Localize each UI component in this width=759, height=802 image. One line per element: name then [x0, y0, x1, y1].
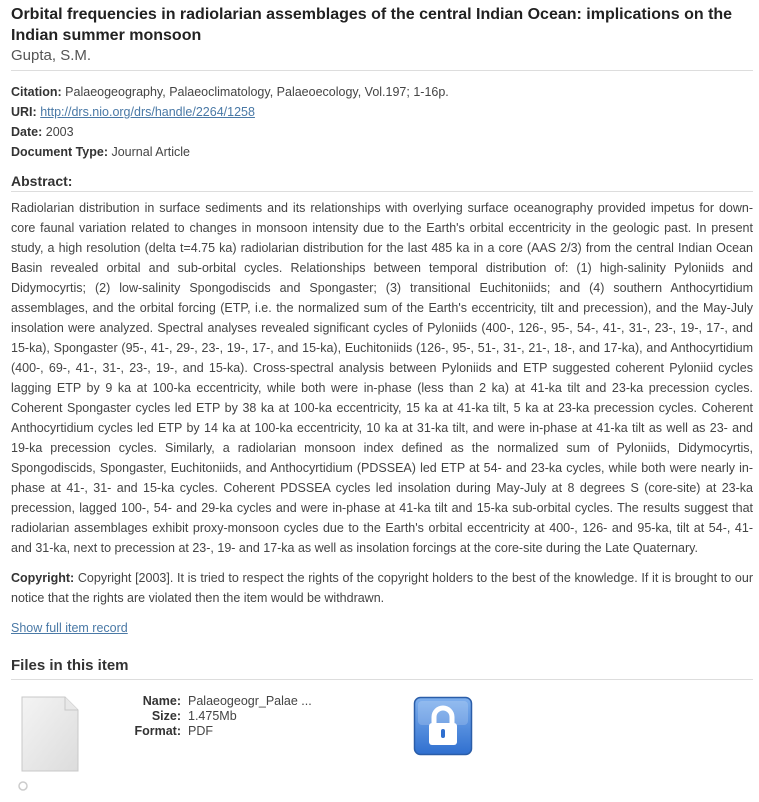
abstract-heading: Abstract:: [11, 172, 753, 192]
attachment-icon: [17, 780, 29, 792]
show-full-record: [11, 618, 753, 638]
copyright-label: Copyright:: [11, 571, 75, 585]
document-type-label: Document Type:: [11, 145, 108, 159]
date-value: 2003: [45, 125, 74, 139]
file-size-value: 1.475Mb: [188, 709, 237, 723]
item-author: Gupta, S.M.: [11, 46, 753, 71]
document-type-value: Journal Article: [111, 145, 190, 159]
citation-label: Citation:: [11, 85, 62, 99]
document-type-row: [11, 142, 753, 162]
file-size-label: Size:: [151, 709, 181, 723]
uri-label: URI:: [11, 105, 37, 119]
abstract-text: Radiolarian distribution in surface sediments and its relationships with overlying surface oceanography provided impetus for down-core faunal variation related to changes in monsoon intensity due to the Earth's orbital eccentricity in the geologic past. In present study, a high resolution (delta t=4.75 ka) radiolarian distribution for the last 485 ka in a core (AAS 2/3) from the central Indian Ocean Basin revealed orbital and sub-orbital cycles. Relationships between temporal distribution of: (1) high-salinity Pyloniids and Didymocyrtis; (2) low-salinity Spongodiscids and Spongaster; (3) transitional Euchitoniids; and (4) southern Anthocyrtidium assemblages, and the orbital forcing (ETP, i.e. the normalized sum of the Earth's eccentricity, tilt and precession), and the May-July insolation were analyzed. Spectral analyses revealed significant cycles of Pyloniids (400-, 126-, 95-, 54-, 41-, 31-, 23-, 19-, 17-, and 15-ka), Spongaster (95-, 41-, 29-, 23-, 19-, 17-, and 15-ka), Euchitoniids (126-, 95-, 51-, 31-, 21-, 18-, and 17-ka), and Anthocyrtidium (400-, 69-, 41-, 31-, 23-, 19-, and 15-ka). Cross-spectral analysis between Pyloniids and ETP suggested coherent Pyloniid cycles lagging ETP by 9 ka at 100-ka eccentricity, while both were in-phase (less than 2 ka) at 41-ka tilt and 23-ka precession cycles. Coherent Spongaster cycles led ETP by 38 ka at 100-ka eccentricity, 15 ka at 41-ka tilt, 5 ka at 23-ka precession cycles. Coherent Anthocyrtidium cycles led ETP by 14 ka at 100-ka eccentricity, 10 ka at 31-ka tilt, and were in-phase at 41-ka tilt as well as 23- and 19-ka precession cycles. Similarly, a radiolarian monsoon index defined as the normalized sum of Pyloniids, Didymocyrtis, Spongodiscids, Spongaster, Euchitoniids, and Anthocyrtidium (PDSSEA) led ETP at 54- and 23-ka cycles, while both were nearly in-phase at 41-, 31- and 15-ka cycles. Coherent PDSSEA cycles led insolation during May-July at 8 degrees S (core-site) at 23-ka precession, lagged 100-, 54- and 29-ka cycles and were in-phase at 41-ka tilt and 15-ka sub-orbital cycles. The results suggest that radiolarian assemblages exhibit proxy-monsoon cycles due to the Earth's orbital eccentricity at 400-, 126- and 95-ka, tilt at 54-, 41- and 31-ka, next to precession at 23-, 19- and 17-ka as well as insolation forcings at the core-site during the Late Quaternary.: [11, 201, 753, 555]
file-name-value: Palaeogeogr_Palae ...: [188, 694, 312, 708]
date-label: Date:: [11, 125, 43, 139]
copyright-text: Copyright [2003]. It is tried to respect the rights of the copyright holders to the best of the knowledge. If it is brought to our notice that the rights are violated then the item would be withdrawn.: [11, 571, 753, 605]
copyright-block: [11, 568, 753, 608]
file-name-label: Name:: [142, 694, 181, 708]
files-heading: Files in this item: [11, 656, 753, 680]
metadata-list: [11, 82, 753, 162]
uri-row: [11, 102, 753, 122]
lock-icon[interactable]: [413, 696, 473, 756]
file-format-label: Format:: [134, 724, 181, 738]
file-format-row: [111, 724, 312, 739]
file-item: [11, 692, 753, 802]
file-format-value: PDF: [188, 724, 213, 738]
citation-row: [11, 82, 753, 102]
file-size-row: [111, 709, 312, 724]
uri-link[interactable]: http://drs.nio.org/drs/handle/2264/1258: [40, 105, 255, 119]
file-name-row: [111, 694, 312, 709]
item-view: [11, 4, 753, 802]
file-thumbnail-icon[interactable]: [21, 696, 79, 772]
show-full-record-link[interactable]: Show full item record: [11, 621, 128, 635]
date-row: [11, 122, 753, 142]
citation-value: Palaeogeography, Palaeoclimatology, Palaeoecology, Vol.197; 1-16p.: [65, 85, 449, 99]
page-title: Orbital frequencies in radiolarian assemblages of the central Indian Ocean: implications on the Indian summer monsoon: [11, 6, 733, 44]
file-details: [111, 694, 312, 739]
